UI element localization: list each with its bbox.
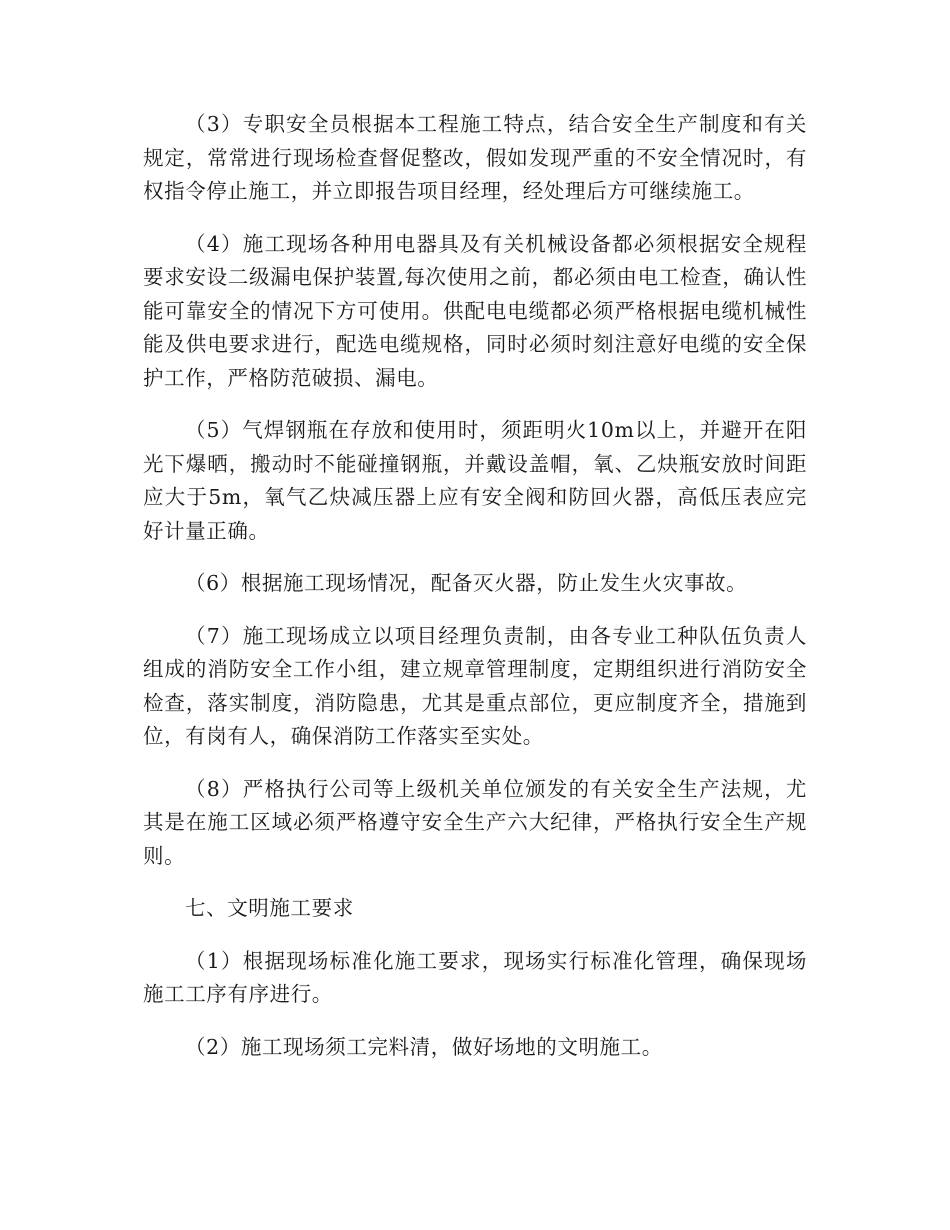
- paragraph-5: （5）气焊钢瓶在存放和使用时，须距明火10m以上，并避开在阳光下爆晒，搬动时不能碰撞钢瓶，并戴设盖帽，氧、乙炔瓶安放时间距应大于5m，氧气乙炔减压器上应有安全阀和防回火器，高低压表应完好计量正确。: [143, 418, 807, 543]
- paragraph-7: （7）施工现场成立以项目经理负责制，由各专业工种队伍负责人组成的消防安全工作小组，建立规章管理制度，定期组织进行消防安全检查，落实制度，消防隐患，尤其是重点部位，更应制度齐全，措施到位，有岗有人，确保消防工作落实至实处。: [143, 623, 807, 748]
- section-heading: 七、文明施工要求: [185, 896, 354, 920]
- paragraph-8: （8）严格执行公司等上级机关单位颁发的有关安全生产法规，尤其是在施工区域必须严格遵守安全生产六大纪律，严格执行安全生产规则。: [143, 776, 807, 868]
- paragraph-3: （3）专职安全员根据本工程施工特点，结合安全生产制度和有关规定，常常进行现场检查督促整改，假如发现严重的不安全情况时，有权指令停止施工，并立即报告项目经理，经处理后方可继续施工。: [143, 112, 807, 203]
- section-paragraph-1: （1）根据现场标准化施工要求，现场实行标准化管理，确保现场施工工序有序进行。: [143, 948, 807, 1006]
- document-page: [143, 108, 807, 1083]
- paragraph-6: （6）根据施工现场情况，配备灭火器，防止发生火灾事故。: [185, 571, 748, 595]
- section-paragraph-2: （2）施工现场须工完料清，做好场地的文明施工。: [185, 1034, 663, 1059]
- paragraph-4: （4）施工现场各种用电器具及有关机械设备都必须根据安全规程要求安设二级漏电保护装置,每次使用之前，都必须由电工检查，确认性能可靠安全的情况下方可使用。供配电电缆都必须严格根据电缆机械性能及供电要求进行，配选电缆规格，同时必须时刻注意好电缆的安全保护工作，严格防范破损、漏电。: [143, 231, 807, 390]
